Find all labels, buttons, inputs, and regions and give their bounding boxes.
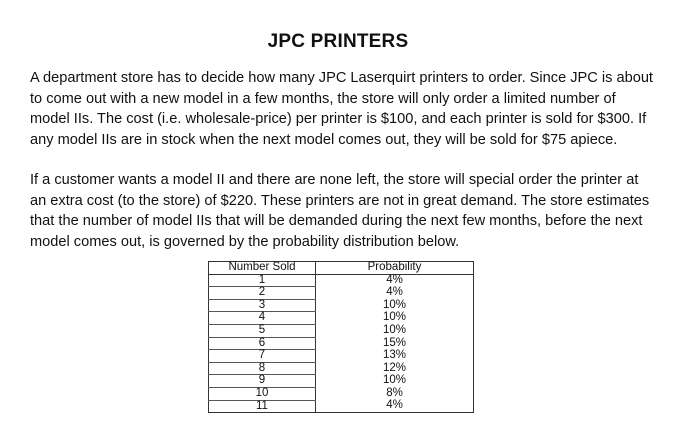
column-header-probability: Probability	[316, 262, 474, 275]
table-row	[209, 287, 474, 300]
probability-cell: 4%	[316, 274, 474, 287]
number-sold-cell: 9	[209, 375, 316, 388]
probability-cell: 10%	[316, 299, 474, 312]
table-row	[209, 362, 474, 375]
probability-cell: 4%	[316, 287, 474, 300]
table-row	[209, 337, 474, 350]
table-row	[209, 400, 474, 413]
number-sold-cell: 3	[209, 299, 316, 312]
probability-cell: 10%	[316, 375, 474, 388]
number-sold-cell: 4	[209, 312, 316, 325]
table-row	[209, 324, 474, 337]
probability-cell: 13%	[316, 350, 474, 363]
number-sold-cell: 1	[209, 274, 316, 287]
table-row	[209, 375, 474, 388]
probability-cell: 15%	[316, 337, 474, 350]
number-sold-cell: 11	[209, 400, 316, 413]
table-row	[209, 387, 474, 400]
number-sold-cell: 5	[209, 324, 316, 337]
column-header-number-sold: Number Sold	[209, 262, 316, 275]
table-row	[209, 350, 474, 363]
number-sold-cell: 8	[209, 362, 316, 375]
table-header-row	[209, 262, 474, 275]
number-sold-cell: 10	[209, 387, 316, 400]
table-row	[209, 312, 474, 325]
probability-distribution-table	[208, 261, 474, 413]
number-sold-cell: 7	[209, 350, 316, 363]
number-sold-cell: 2	[209, 287, 316, 300]
probability-cell: 10%	[316, 324, 474, 337]
probability-cell: 10%	[316, 312, 474, 325]
problem-paragraph-2: If a customer wants a model II and there are none left, the store will special order the printer at an extra cost (to the store) of $220. These printers are not in great demand. The store estimates that the number of model IIs that will be demanded during the next few months, before the next model comes out, is governed by the probability distribution below.	[30, 172, 650, 250]
probability-cell: 4%	[316, 400, 474, 413]
document-title: JPC PRINTERS	[267, 31, 409, 52]
table-row	[209, 299, 474, 312]
problem-paragraph-1: A department store has to decide how many JPC Laserquirt printers to order. Since JPC is about to come out with a new model in a few months, the store will only order a limited number of model IIs. The cost (i.e. wholesale-price) per printer is $100, and each printer is sold for $300. If any model IIs are in stock when the next model comes out, they will be sold for $75 apiece.	[30, 70, 653, 148]
table-row	[209, 274, 474, 287]
number-sold-cell: 6	[209, 337, 316, 350]
probability-cell: 12%	[316, 362, 474, 375]
probability-cell: 8%	[316, 387, 474, 400]
